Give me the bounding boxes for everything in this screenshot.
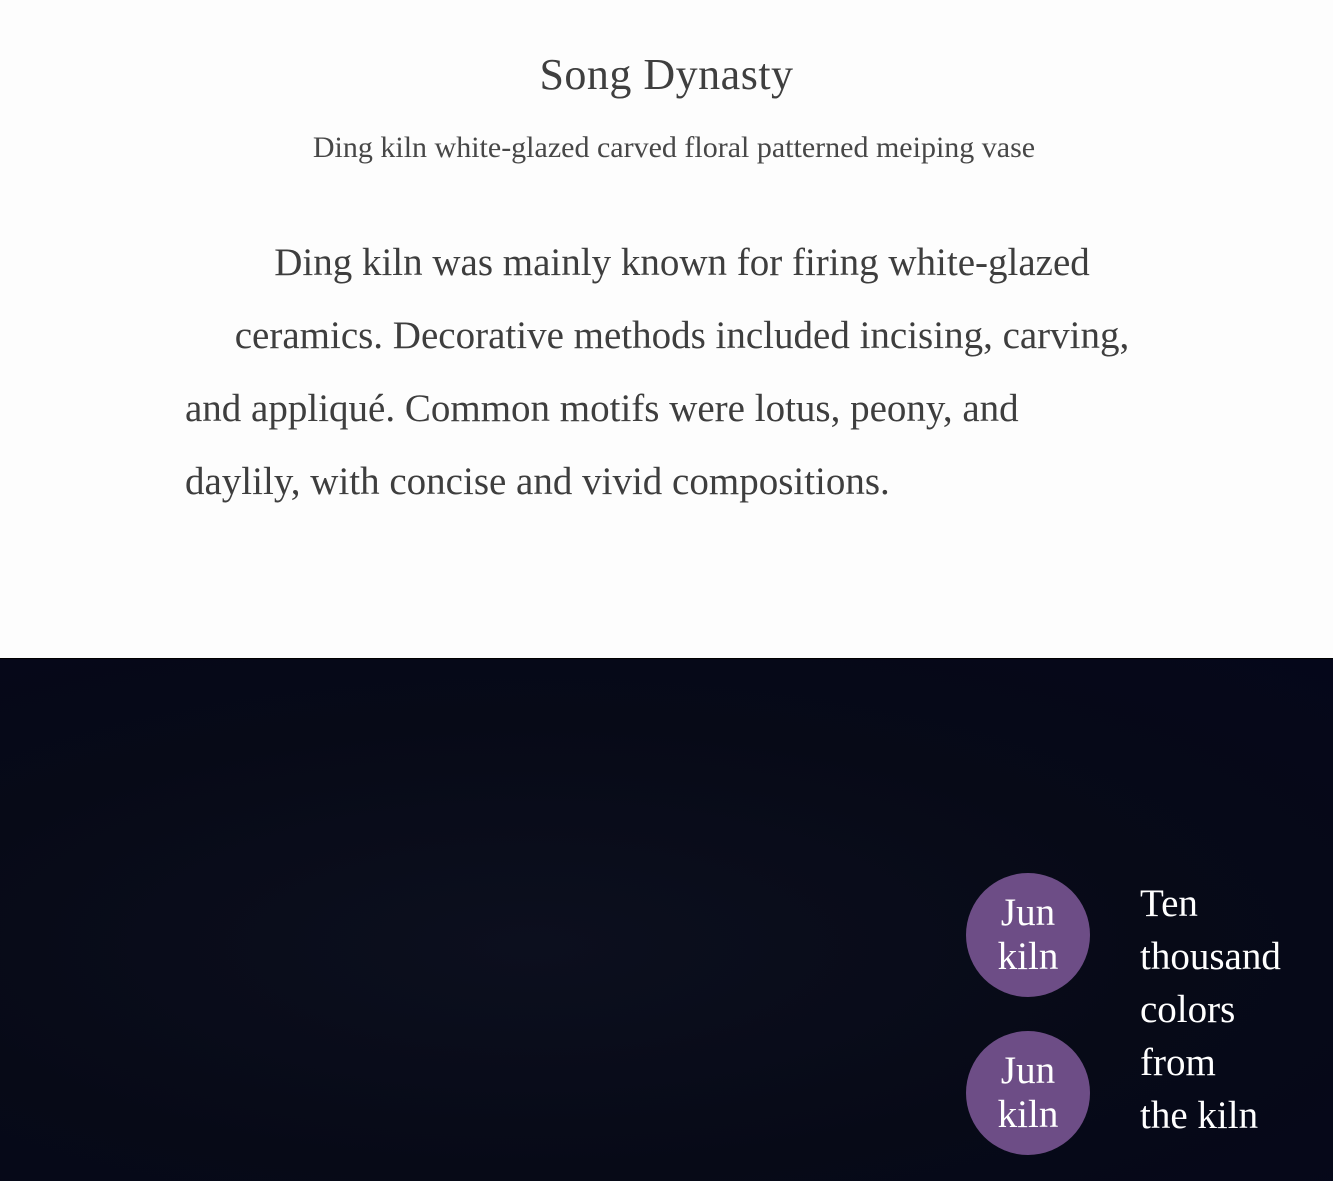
description-line: ceramics. Decorative methods included incising, carving, [234, 314, 1130, 357]
tagline-line: the kiln [1140, 1094, 1259, 1137]
description-line: Ding kiln was mainly known for firing white-glazed [274, 241, 1090, 284]
tagline-line: thousand [1140, 935, 1281, 978]
tagline-line: from [1140, 1041, 1216, 1084]
jun-kiln-badge[interactable] [966, 873, 1090, 997]
description-paragraph [157, 226, 1207, 518]
jun-kiln-badge[interactable] [966, 1031, 1090, 1155]
tagline [1140, 877, 1330, 1142]
badge-label: Jun [1000, 891, 1056, 934]
tagline-line: Ten [1140, 882, 1198, 925]
page-title: Song Dynasty [539, 50, 794, 99]
tagline-line: colors [1140, 988, 1236, 1031]
description-line: daylily, with concise and vivid compositions. [185, 460, 890, 503]
description-line: and appliqué. Common motifs were lotus, peony, and [185, 387, 1019, 430]
badge-label: Jun [1000, 1049, 1056, 1092]
badge-label: kiln [997, 1093, 1059, 1136]
badge-label: kiln [997, 935, 1059, 978]
page-subtitle: Ding kiln white-glazed carved floral patterned meiping vase [312, 131, 1036, 164]
dark-banner [0, 658, 1333, 1181]
